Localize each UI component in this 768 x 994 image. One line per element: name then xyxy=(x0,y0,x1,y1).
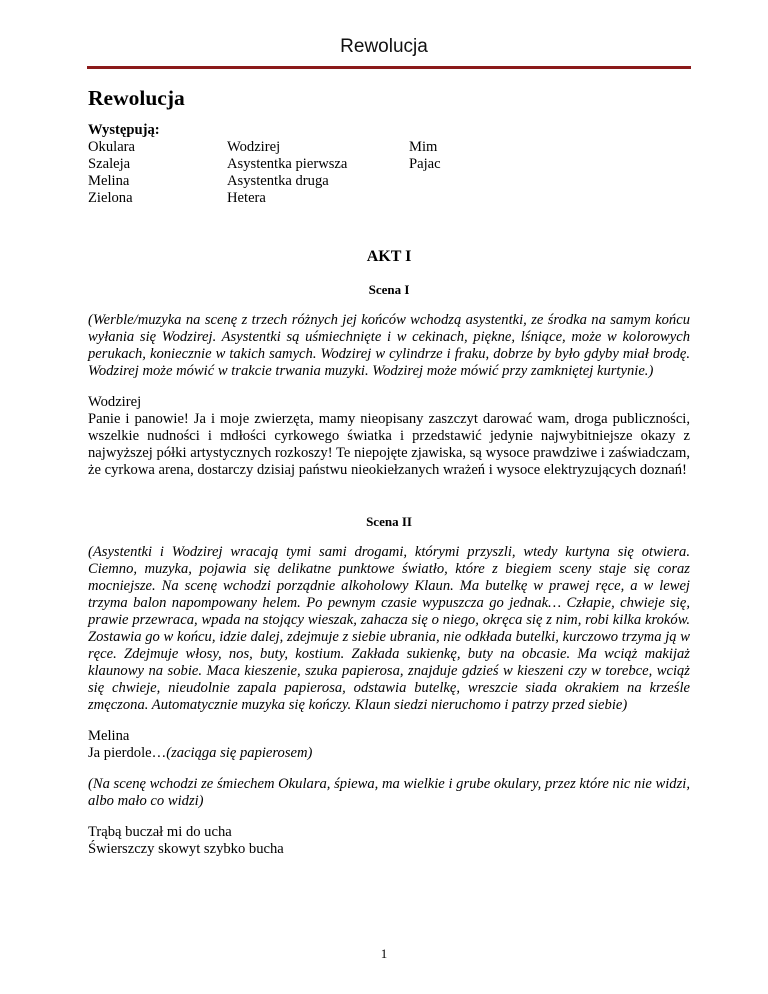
speaker-name: Melina xyxy=(88,728,130,744)
speech-line xyxy=(88,745,690,762)
scene-2-dialogue xyxy=(88,728,690,762)
scene-1-stage-direction: (Werble/muzyka na scenę z trzech różnych jej końców wchodzą asystentki, ze środka na samym końcu wyłania się Wodzirej. Asystentki są uśmiechnięte i w cekinach, piękne, lśniące, może w kolorowych perukach, koniecznie w takich samych. Wodzirej w cylindrze i fraku, dobrze by było gdyby miał brodę. Wodzirej może mówić w trakcie trwania muzyki. Wodzirej może mówić przy zamkniętej kurtynie.) xyxy=(88,312,690,379)
document-title: Rewolucja xyxy=(88,86,185,110)
cast-column-2 xyxy=(227,139,409,207)
cast-member: Melina xyxy=(88,173,130,189)
scene-2-stage-direction-2: (Na scenę wchodzi ze śmiechem Okulara, śpiewa, ma wielkie i grube okulary, przez które nic nie widzi, albo mało co widzi) xyxy=(88,776,690,809)
cast-member: Asystentka druga xyxy=(227,173,329,189)
cast-member: Szaleja xyxy=(88,156,131,172)
speech-text: Panie i panowie! Ja i moje zwierzęta, mamy nieopisany zaszczyt darować wam, droga publiczności, wszelkie nudności i mdłości cyrkowego światka i przedstawić jedynie najwybitniejsze okazy z najwyższej półki artystycznych rozkoszy! Te niepojęte zjawiska, są wysoce prawdziwe i zaświadczam, że cyrkowa arena, dostarczy dzisiaj państwu nieokiełzanych wrażeń i wysoce elektryzujących doznań! xyxy=(88,411,690,478)
speech-text: Ja pierdole… xyxy=(88,745,167,761)
act-heading: AKT I xyxy=(366,248,412,265)
cast-list xyxy=(88,139,690,207)
page-number: 1 xyxy=(380,946,388,961)
running-header: Rewolucja xyxy=(340,36,428,57)
cast-member: Pajac xyxy=(409,156,441,172)
cast-column-1 xyxy=(88,139,227,207)
cast-member: Zielona xyxy=(88,190,133,206)
cast-column-3 xyxy=(409,139,529,207)
speech-direction: (zaciąga się papierosem) xyxy=(166,745,313,761)
cast-member: Hetera xyxy=(227,190,266,206)
song-line: Trąbą buczał mi do ucha xyxy=(88,824,232,840)
cast-label: Występują: xyxy=(88,122,160,138)
speaker-name: Wodzirej xyxy=(88,394,142,410)
song-verse xyxy=(88,824,690,858)
header-rule xyxy=(87,66,691,69)
cast-member: Okulara xyxy=(88,139,136,155)
scene-1-dialogue xyxy=(88,394,690,479)
scene-1-heading: Scena I xyxy=(368,282,410,297)
cast-member: Wodzirej xyxy=(227,139,281,155)
document-body xyxy=(88,86,690,858)
cast-member: Mim xyxy=(409,139,438,155)
cast-member: Asystentka pierwsza xyxy=(227,156,348,172)
scene-2-stage-direction: (Asystentki i Wodzirej wracają tymi sami drogami, którymi przyszli, wtedy kurtyna się otwiera. Ciemno, muzyka, pojawia się delikatne punktowe światło, które z biegiem sceny staje się coraz mocniejsze. Na scenę wchodzi porządnie alkoholowy Klaun. Ma butelkę w prawej ręce, a w lewej trzyma balon napompowany helem. Po pewnym czasie wypuszcza go jednak… Człapie, chwieje się, prawie przewraca, wpada na stojący wieszak, zahacza się o niego, okręca się z nim, robi kilka kroków. Zostawia go w końcu, idzie dalej, zdejmuje z siebie ubrania, nie odkłada butelki, kurczowo trzyma ją w ręce. Zdejmuje włosy, nos, buty, kostium. Zakłada sukienkę, buty na obcasie. Ma wciąż makijaż klaunowy na sobie. Maca kieszenie, szuka papierosa, znajduje gdzieś w kieszeni czy w torebce, wciąż się chwieje, nieudolnie zapala papierosa, odstawia butelkę, wreszcie siada okrakiem na krześle zmęczona. Automatycznie muzyka się kończy. Klaun siedzi nieruchomo i patrzy przed siebie) xyxy=(88,544,690,713)
song-line: Świerszczy skowyt szybko bucha xyxy=(88,841,284,857)
scene-2-heading: Scena II xyxy=(366,514,412,529)
